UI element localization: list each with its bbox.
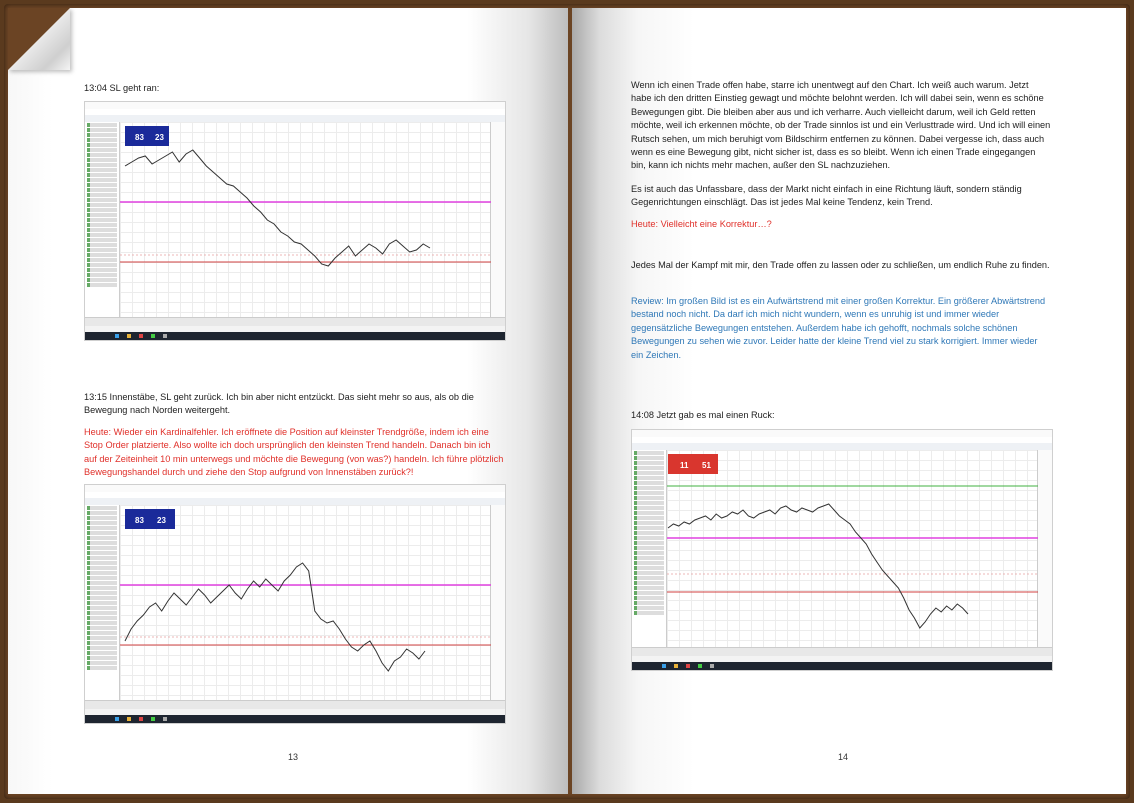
trade-panel-left: 83 [135,133,144,142]
review-blue: Review: Im großen Bild ist es ein Aufwärtstrend mit einer großen Korrektur. Ein größerer Abwärtstrend bestand noch nicht. Da darf ich mich nicht wundern, wenn es unruhig ist und immer wieder gegensätzliche Bewegungen entstehen. Außerdem habe ich gehofft, nochmals solche schönen Bewegungen zu sehen wie zuvor. Leider hatte der kleine Trend viel zu stark korrigiert. Immer wieder ein Zeichen. [631,296,1046,360]
trade-panel-left: 11 [680,461,689,470]
right-page [572,8,1126,794]
screenshot-1408 [631,429,1053,671]
chart-tabs [85,317,505,326]
chart-lines-3 [632,430,1052,670]
taskbar [85,332,505,340]
chart-lines-1 [85,102,505,340]
trade-panel-left: 83 [135,516,144,525]
paragraph-2: Es ist auch das Unfassbare, dass der Markt nicht einfach in eine Richtung läuft, sondern ständig Gegenrichtungen einschlägt. Das ist jedes Mal keine Tendenz, kein Trend. [631,184,1022,208]
caption-1304: 13:04 SL geht ran: [84,83,160,93]
paragraph-1: Wenn ich einen Trade offen habe, starre ich unentwegt auf den Chart. Ich weiß auch warum. Jetzt habe ich den dritten Einstieg gewagt und möchte belohnt werden. Ich will dabei sein, wenn es schöne Bewegungen gibt. Die bleiben aber aus und ich verharre. Auch vielleicht darum, weil ich Geld retten möchte, weil ich erkennen möchte, ob der Trade sinnlos ist und ein Verlusttrade wird. Und ich will einen Rutsch sehen, um mich beruhigt vom Bildschirm entfernen zu können. Dabei vergesse ich, dass auch wenn es eine Bewegung gibt, nicht sicher ist, dass es so bleibt. Wenn ich einen Trade eingegangen bin, kann ich nichts mehr machen, außer den SL nachzuziehen. [631,80,1051,171]
trade-panel-right: 23 [155,133,164,142]
caption-1408: 14:08 Jetzt gab es mal einen Ruck: [631,410,775,420]
price-series-2 [125,563,425,671]
note-red-right: Heute: Vielleicht eine Korrektur…? [631,219,772,229]
taskbar [632,662,1052,670]
taskbar [85,715,505,723]
book [4,4,1130,799]
chart-tabs [85,700,505,709]
chart-lines-2 [85,485,505,723]
page-number-right: 14 [838,752,849,762]
screenshot-1304 [84,101,506,341]
paragraph-3: Jedes Mal der Kampf mit mir, den Trade offen zu lassen oder zu schließen, um endlich Ruhe zu finden. [631,260,1050,270]
screenshot-1315 [84,484,506,724]
caption-1315: 13:15 Innenstäbe, SL geht zurück. Ich bin aber nicht entzückt. Das sieht mehr so aus, als ob die Bewegung nach Norden weitergeht. [84,392,474,416]
price-series-3 [668,504,968,628]
note-red-left: Heute: Wieder ein Kardinalfehler. Ich eröffnete die Position auf kleinster Trendgröße, indem ich eine Stop Order platzierte. Also wollte ich doch ursprünglich den kleinsten Trend handeln. Danach bin ich auf der Zeiteinheit 10 min unterwegs und möchte die Bewegung (von was?) handeln. Ich führe plötzlich Bewegungshandel durch und ziehe den Stop aufgrund von Innenstäben zurück?! [84,427,504,478]
page-number-left: 13 [288,752,299,762]
trade-panel-right: 23 [157,516,166,525]
left-page [8,8,568,794]
chart-tabs [632,647,1052,656]
price-series-1 [125,150,430,266]
trade-panel-right: 51 [702,461,711,470]
page-curl-fold [8,8,70,70]
